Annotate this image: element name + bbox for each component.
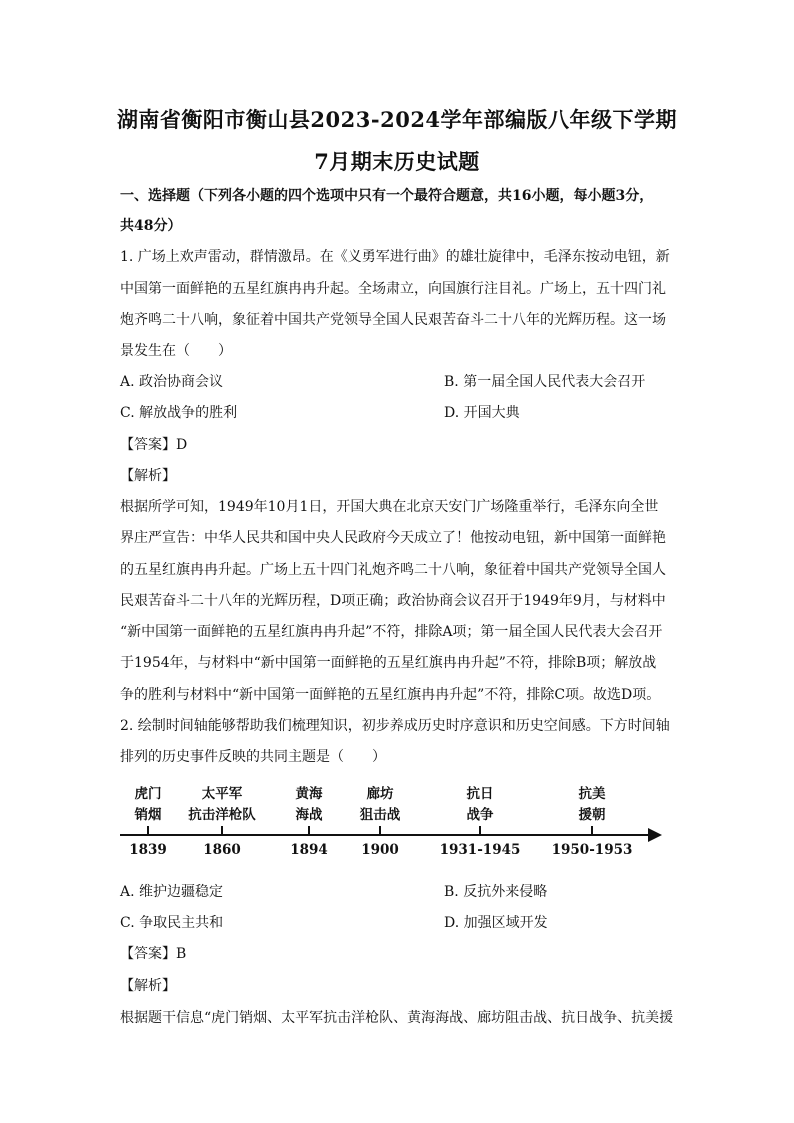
q2-answer: 【答案】B [120,946,187,962]
q2-stem-line: 2. 绘制时间轴能够帮助我们梳理知识，初步养成历史时序意识和历史空间感。下方时间轴 [120,718,670,734]
q1-analysis-line: 的五星红旗冉冉升起。广场上五十四门礼炮齐鸣二十八响，象征着中国共产党领导全国人 [120,562,666,578]
q1-option-d: D. 开国大典 [444,405,520,421]
q1-analysis-label: 【解析】 [120,468,176,484]
q1-analysis-line: 民艰苦奋斗二十八年的光辉历程，D项正确；政治协商会议召开于1949年9月，与材料中 [120,593,666,609]
timeline-event-line2: 战争 [466,807,494,823]
timeline-event-label [177,784,267,826]
timeline-event-line2: 海战 [295,807,323,823]
timeline-year: 1931-1945 [439,842,521,858]
timeline-tick [591,826,593,836]
q2-option-d: D. 加强区域开发 [444,915,548,931]
timeline-tick [379,826,381,836]
timeline-year: 1839 [129,842,167,858]
timeline-tick [221,826,223,836]
timeline-tick [308,826,310,836]
timeline-event-label [118,784,178,826]
q2-option-a: A. 维护边疆稳定 [120,884,224,900]
timeline-tick [147,826,149,836]
q1-stem-line: 1. 广场上欢声雷动，群情激昂。在《义勇军进行曲》的雄壮旋律中，毛泽东按动电钮，新 [120,249,670,265]
timeline-event-line1: 抗美 [578,786,606,802]
timeline-event-line1: 太平军 [201,786,243,802]
history-timeline [120,782,680,866]
timeline-year: 1894 [290,842,328,858]
timeline-event-line1: 黄海 [295,786,323,802]
q1-analysis-line: 于1954年，与材料中“新中国第一面鲜艳的五星红旗冉冉升起”不符，排除B项；解放战 [120,655,657,671]
q1-stem-line: 中国第一面鲜艳的五星红旗冉冉升起。全场肃立，向国旗行注目礼。广场上，五十四门礼 [120,281,666,297]
timeline-tick [479,826,481,836]
section-heading: 一、选择题（下列各小题的四个选项中只有一个最符合题意，共16小题，每小题3分， [120,188,654,204]
q1-option-c: C. 解放战争的胜利 [120,405,238,421]
exam-title-line1: 湖南省衡阳市衡山县2023-2024学年部编版八年级下学期 [116,107,678,132]
q1-stem-line: 景发生在（ ） [120,343,232,359]
timeline-event-line2: 销烟 [134,807,162,823]
timeline-event-line1: 虎门 [134,786,162,802]
timeline-event-line2: 狙击战 [359,807,401,823]
q2-stem-line: 排列的历史事件反映的共同主题是（ ） [120,749,386,765]
timeline-event-label [445,784,515,826]
q1-analysis-line: 争的胜利与材料中“新中国第一面鲜艳的五星红旗冉冉升起”不符，排除C项。故选D项。 [120,687,661,703]
timeline-event-line2: 抗击洋枪队 [188,807,256,823]
timeline-year: 1950-1953 [551,842,633,858]
q2-option-b: B. 反抗外来侵略 [444,884,548,900]
timeline-axis [120,834,652,836]
exam-title-line2: 7月期末历史试题 [314,149,480,174]
timeline-event-line1: 廊坊 [366,786,394,802]
q1-analysis-line: 界庄严宣告：中华人民共和国中央人民政府今天成立了！他按动电钮，新中国第一面鲜艳 [120,530,666,546]
q1-analysis-line: 根据所学可知，1949年10月1日，开国大典在北京天安门广场隆重举行，毛泽东向全世 [120,499,659,515]
timeline-event-line1: 抗日 [466,786,494,802]
timeline-event-label [557,784,627,826]
q1-option-b: B. 第一届全国人民代表大会召开 [444,374,646,390]
timeline-year: 1860 [203,842,241,858]
timeline-event-label [345,784,415,826]
q1-option-a: A. 政治协商会议 [120,374,224,390]
timeline-arrow-icon [648,828,662,842]
timeline-event-line2: 援朝 [578,807,606,823]
section-heading-cont: 共48分） [120,218,182,234]
q2-option-c: C. 争取民主共和 [120,915,224,931]
q1-analysis-line: “新中国第一面鲜艳的五星红旗冉冉升起”不符，排除A项；第一届全国人民代表大会召开 [120,624,663,640]
timeline-year: 1900 [361,842,399,858]
q1-answer: 【答案】D [120,437,188,453]
q2-analysis-line: 根据题干信息“虎门销烟、太平军抗击洋枪队、黄海海战、廊坊阻击战、抗日战争、抗美援 [120,1010,674,1026]
q1-stem-line: 炮齐鸣二十八响，象征着中国共产党领导全国人民艰苦奋斗二十八年的光辉历程。这一场 [120,312,666,328]
q2-analysis-label: 【解析】 [120,978,176,994]
timeline-event-label [279,784,339,826]
